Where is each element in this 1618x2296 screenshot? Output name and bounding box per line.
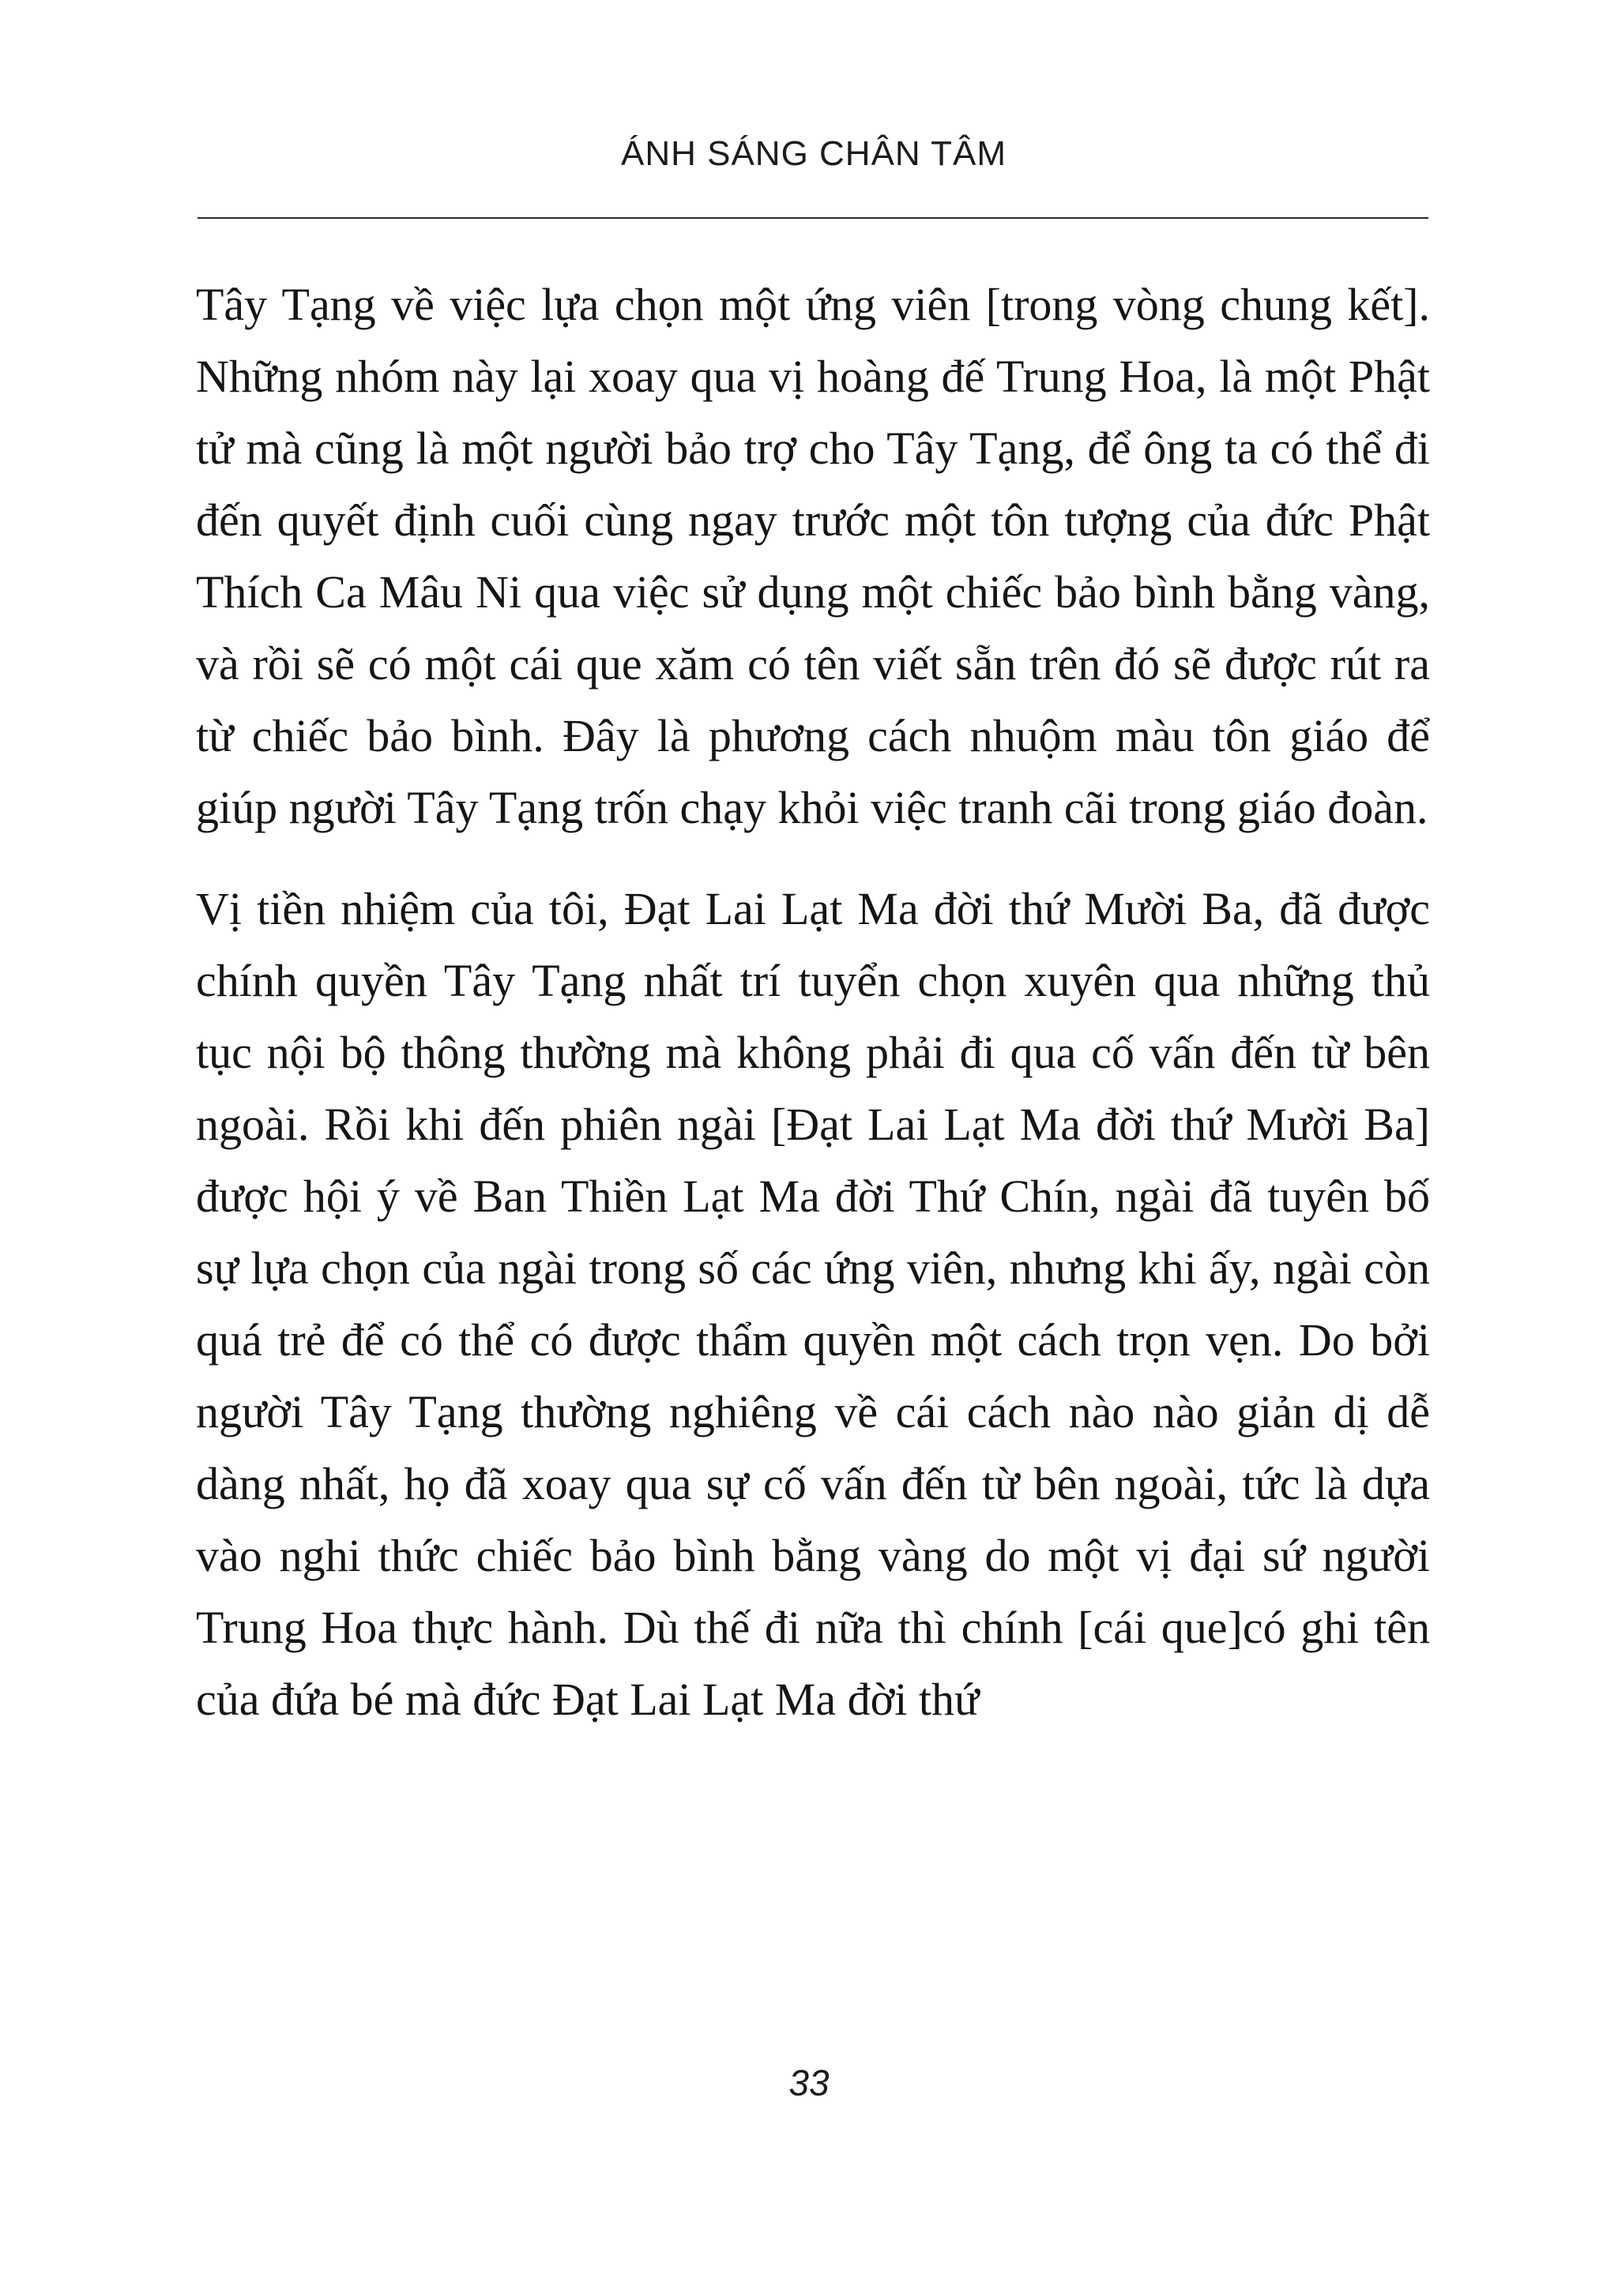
page-number: 33 [788,2062,830,2103]
header-divider [198,217,1428,219]
body-text [196,269,1430,1735]
paragraph: Vị tiền nhiệm của tôi, Đạt Lai Lạt Ma đời thứ Mười Ba, đã được chính quyền Tây Tạng nhất trí tuyển chọn xuyên qua những thủ tục nội bộ thông thường mà không phải đi qua cố vấn đến từ bên ngoài. Rồi khi đến phiên ngài [Đạt Lai Lạt Ma đời thứ Mười Ba] được hội ý về Ban Thiền Lạt Ma đời Thứ Chín, ngài đã tuyên bố sự lựa chọn của ngài trong số các ứng viên, nhưng khi ấy, ngài còn quá trẻ để có thể có được thẩm quyền một cách trọn vẹn. Do bởi người Tây Tạng thường nghiêng về cái cách nào nào giản dị dễ dàng nhất, họ đã xoay qua sự cố vấn đến từ bên ngoài, tức là dựa vào nghi thức chiếc bảo bình bằng vàng do một vị đại sứ người Trung Hoa thực hành. Dù thế đi nữa thì chính [cái que]có ghi tên của đứa bé mà đức Đạt Lai Lạt Ma đời thứ [196,883,1430,1725]
running-header-title: ÁNH SÁNG CHÂN TÂM [620,134,1007,173]
paragraph: Tây Tạng về việc lựa chọn một ứng viên [trong vòng chung kết]. Những nhóm này lại xoay qua vị hoàng đế Trung Hoa, là một Phật tử mà cũng là một người bảo trợ cho Tây Tạng, để ông ta có thể đi đến quyết định cuối cùng ngay trước một tôn tượng của đức Phật Thích Ca Mâu Ni qua việc sử dụng một chiếc bảo bình bằng vàng, và rồi sẽ có một cái que xăm có tên viết sẵn trên đó sẽ được rút ra từ chiếc bảo bình. Đây là phương cách nhuộm màu tôn giáo để giúp người Tây Tạng trốn chạy khỏi việc tranh cãi trong giáo đoàn. [196,279,1430,833]
